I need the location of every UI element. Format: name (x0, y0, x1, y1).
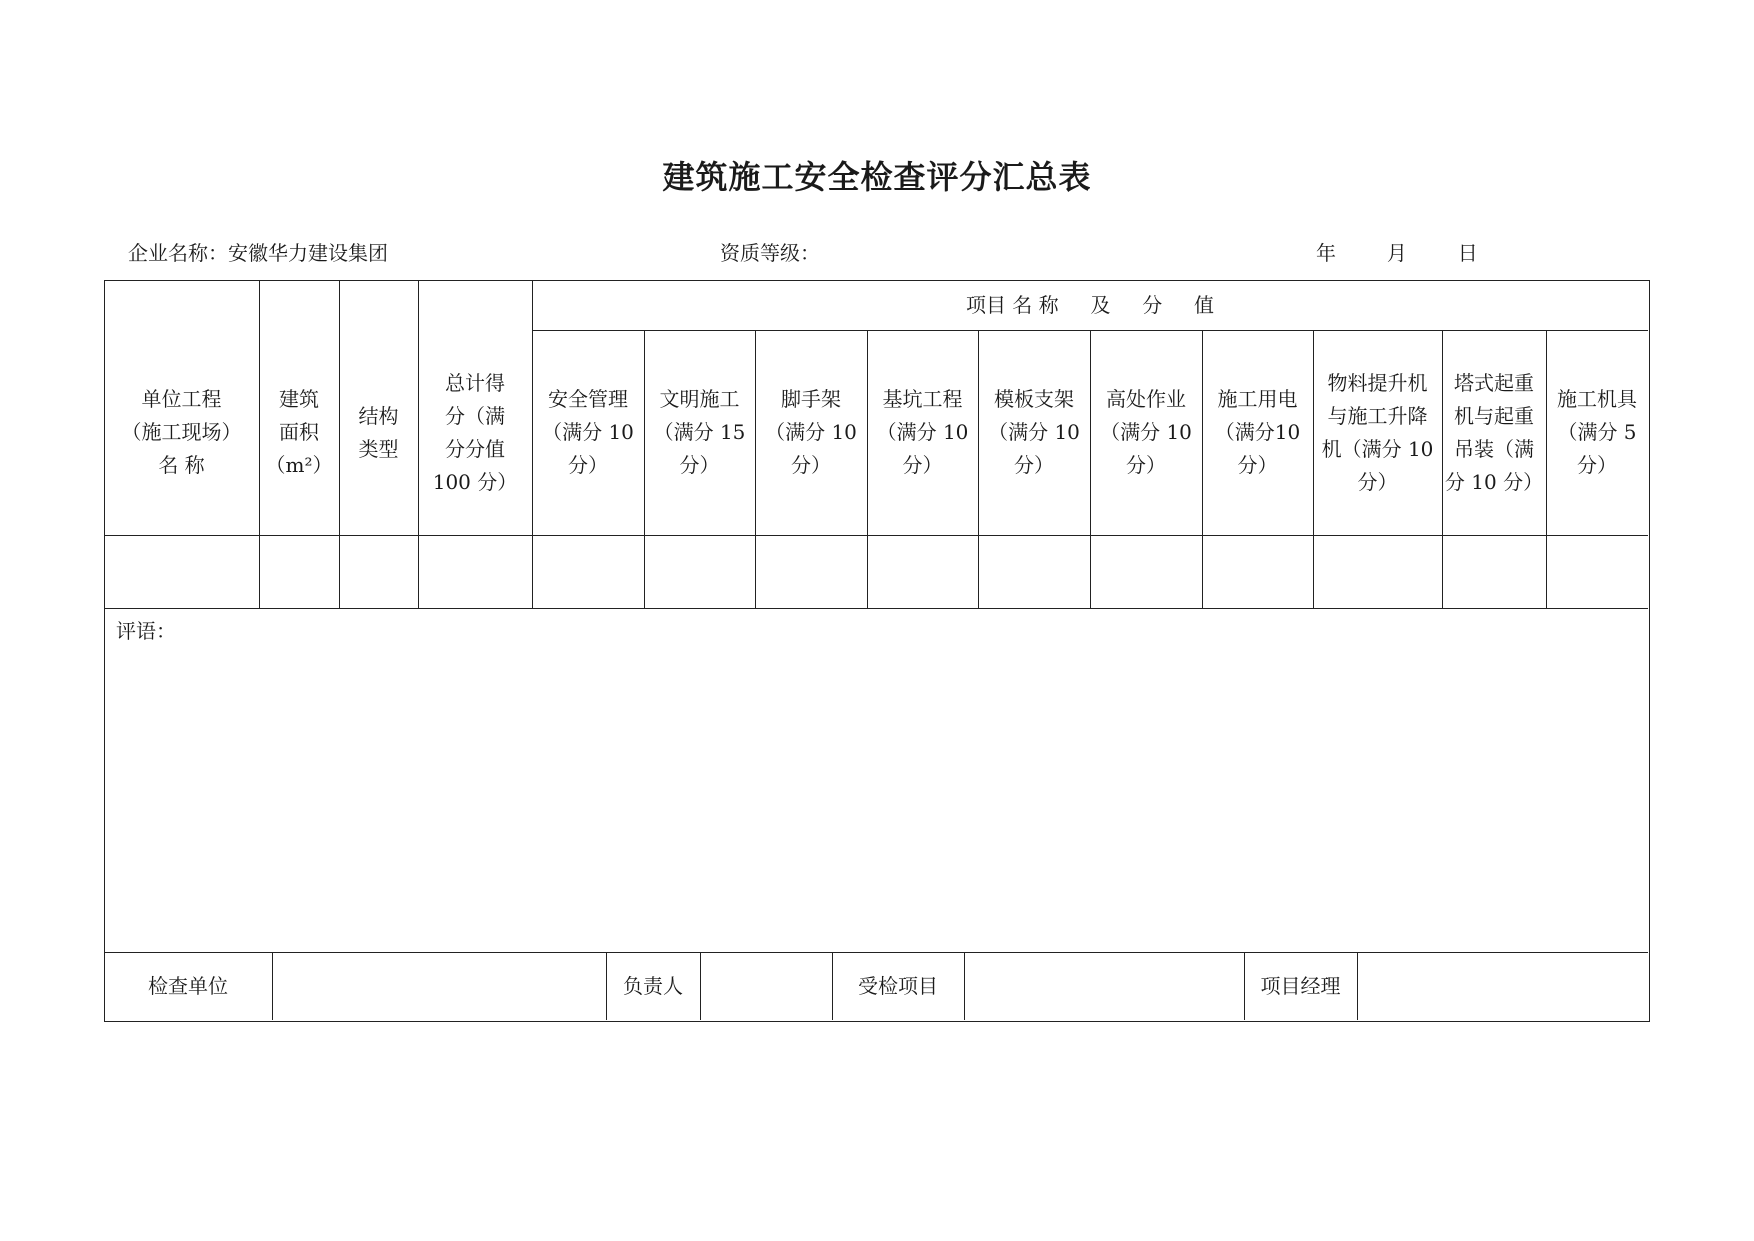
comment-label: 评语： (116, 619, 176, 643)
comment-area[interactable] (104, 640, 1648, 952)
group-header-project-scores: 项目 名 称 及 分 值 (965, 292, 1215, 317)
footer-inspected-project-label: 受检项目 (858, 973, 938, 998)
header-construction-machinery: 施工机具 （满分 5 分） (1557, 387, 1637, 477)
header-total-score: 总计得 分（满 分分值 100 分） (432, 370, 518, 494)
person-in-charge-field[interactable] (700, 952, 832, 1020)
project-manager-field[interactable] (1357, 952, 1648, 1020)
company-name: 企业名称：安徽华力建设集团 (128, 241, 388, 265)
page-title: 建筑施工安全检查评分汇总表 (662, 158, 1092, 196)
inspected-project-field[interactable] (964, 952, 1244, 1020)
header-formwork-support: 模板支架 （满分 10 分） (988, 387, 1080, 477)
table-rule (104, 608, 1648, 609)
inspect-unit-field[interactable] (272, 952, 606, 1020)
header-civilized-construction: 文明施工 （满分 15 分） (653, 387, 746, 477)
header-scaffolding: 脚手架 （满分 10 分） (765, 387, 857, 477)
qualification-level: 资质等级： (720, 241, 820, 265)
header-tower-crane: 塔式起重 机与起重 吊装（满 分 10 分） (1444, 370, 1544, 494)
header-material-hoist: 物料提升机 与施工升降 机（满分 10 分） (1321, 370, 1434, 494)
footer-person-in-charge-label: 负责人 (623, 973, 683, 998)
header-construction-electricity: 施工用电 （满分10 分） (1214, 387, 1301, 477)
header-unit-project-name: 单位工程 （施工现场） 名 称 (121, 387, 242, 477)
date-field: 年 月 日 (1316, 241, 1478, 265)
header-building-area: 建筑 面积 （m²） (265, 387, 333, 477)
header-structure-type: 结构 类型 (358, 403, 399, 461)
header-foundation-pit: 基坑工程 （满分 10 分） (876, 387, 969, 477)
header-work-at-height: 高处作业 （满分 10 分） (1100, 387, 1192, 477)
footer-project-manager-label: 项目经理 (1260, 973, 1341, 998)
footer-inspect-unit-label: 检查单位 (148, 973, 228, 998)
table-row[interactable] (104, 535, 1648, 608)
header-safety-management: 安全管理 （满分 10 分） (542, 387, 634, 477)
